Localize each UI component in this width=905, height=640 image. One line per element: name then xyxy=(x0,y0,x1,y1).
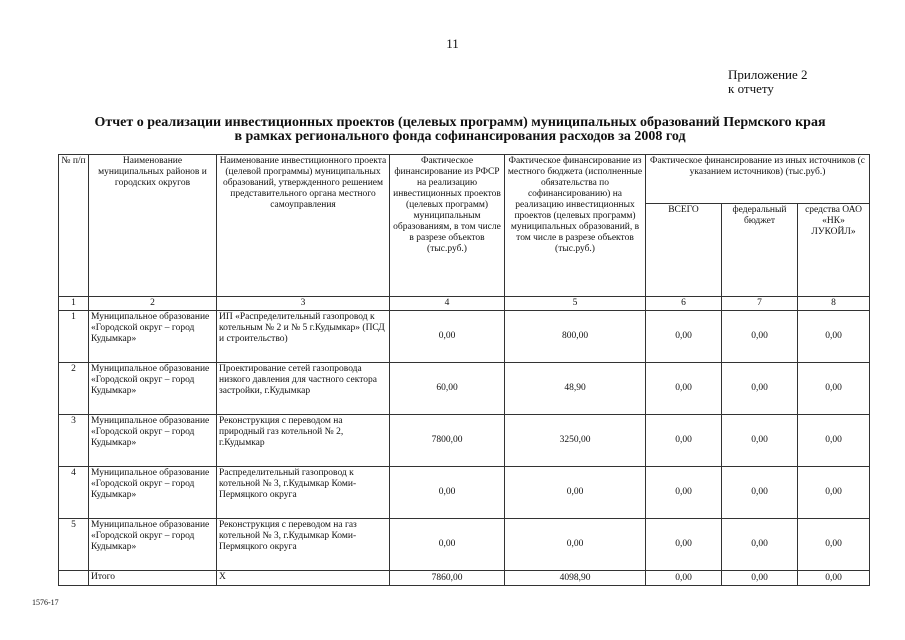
table-row xyxy=(59,519,870,571)
local-cell: 3250,00 xyxy=(505,415,646,467)
column-number: 8 xyxy=(798,297,870,311)
municipality-cell: Муниципальное образование «Городской округ – город Кудымкар» xyxy=(89,311,217,363)
municipality-cell: Муниципальное образование «Городской округ – город Кудымкар» xyxy=(89,519,217,571)
total-rfsr: 7860,00 xyxy=(390,571,505,586)
project-cell: ИП «Распределительный газопровод к котельным № 2 и № 5 г.Кудымкар» (ПСД и строительство) xyxy=(217,311,390,363)
lukoil-cell: 0,00 xyxy=(798,467,870,519)
project-cell: Проектирование сетей газопровода низкого давления для частного сектора застройки, г.Кудымкар xyxy=(217,363,390,415)
municipality-cell: Муниципальное образование «Городской округ – город Кудымкар» xyxy=(89,415,217,467)
project-cell: Реконструкция с переводом на газ котельной № 3, г.Кудымкар Коми-Пермяцкого округа xyxy=(217,519,390,571)
rfsr-cell: 7800,00 xyxy=(390,415,505,467)
project-cell: Реконструкция с переводом на природный газ котельной № 2, г.Кудымкар xyxy=(217,415,390,467)
local-cell: 0,00 xyxy=(505,519,646,571)
local-cell: 800,00 xyxy=(505,311,646,363)
total-project-mark: Х xyxy=(217,571,390,586)
total-cell: 0,00 xyxy=(646,363,722,415)
report-table xyxy=(58,154,870,586)
header-local-funding: Фактическое финансирование из местного бюджета (исполненные обязательства по софинансированию) на реализацию инвестиционных проектов (целевых программ) муниципальных образований, в том числе в разрезе объектов (тыс.руб.) xyxy=(505,155,646,297)
column-number: 6 xyxy=(646,297,722,311)
header-total: ВСЕГО xyxy=(646,204,722,297)
municipality-cell: Муниципальное образование «Городской округ – город Кудымкар» xyxy=(89,363,217,415)
lukoil-cell: 0,00 xyxy=(798,415,870,467)
total-federal: 0,00 xyxy=(722,571,798,586)
rfsr-cell: 0,00 xyxy=(390,311,505,363)
lukoil-cell: 0,00 xyxy=(798,363,870,415)
column-number: 4 xyxy=(390,297,505,311)
local-cell: 0,00 xyxy=(505,467,646,519)
rfsr-cell: 0,00 xyxy=(390,519,505,571)
rfsr-cell: 0,00 xyxy=(390,467,505,519)
municipality-cell: Муниципальное образование «Городской округ – город Кудымкар» xyxy=(89,467,217,519)
federal-cell: 0,00 xyxy=(722,363,798,415)
row-number: 1 xyxy=(59,311,89,363)
total-label: Итого xyxy=(89,571,217,586)
column-number: 3 xyxy=(217,297,390,311)
header-lukoil: средства ОАО «НК» ЛУКОЙЛ» xyxy=(798,204,870,297)
header-row-1 xyxy=(59,155,870,204)
row-number: 5 xyxy=(59,519,89,571)
project-cell: Распределительный газопровод к котельной № 3, г.Кудымкар Коми-Пермяцкого округа xyxy=(217,467,390,519)
column-number-row xyxy=(59,297,870,311)
table-row xyxy=(59,311,870,363)
lukoil-cell: 0,00 xyxy=(798,519,870,571)
row-number: 2 xyxy=(59,363,89,415)
federal-cell: 0,00 xyxy=(722,467,798,519)
total-cell: 0,00 xyxy=(646,519,722,571)
report-title-line-2: в рамках регионального фонда софинансирования расходов за 2008 год xyxy=(234,129,686,144)
column-number: 2 xyxy=(89,297,217,311)
local-cell: 48,90 xyxy=(505,363,646,415)
table-row xyxy=(59,363,870,415)
row-number: 3 xyxy=(59,415,89,467)
lukoil-cell: 0,00 xyxy=(798,311,870,363)
footer-code: 1576-17 xyxy=(32,598,59,607)
total-local: 4098,90 xyxy=(505,571,646,586)
report-title xyxy=(40,116,880,144)
page-number: 11 xyxy=(446,36,459,51)
appendix-note xyxy=(728,68,808,96)
report-title-line-1: Отчет о реализации инвестиционных проектов (целевых программ) муниципальных образований Пермского края xyxy=(94,115,826,130)
rfsr-cell: 60,00 xyxy=(390,363,505,415)
column-number: 5 xyxy=(505,297,646,311)
header-other-sources: Фактическое финансирование из иных источников (с указанием источников) (тыс.руб.) xyxy=(646,155,870,204)
table-row xyxy=(59,415,870,467)
appendix-line-1: Приложение 2 xyxy=(728,67,808,82)
total-cell: 0,00 xyxy=(646,311,722,363)
header-federal: федеральный бюджет xyxy=(722,204,798,297)
header-no: № п/п xyxy=(59,155,89,297)
total-row xyxy=(59,571,870,586)
table-row xyxy=(59,467,870,519)
row-number: 4 xyxy=(59,467,89,519)
total-empty-cell xyxy=(59,571,89,586)
column-number: 1 xyxy=(59,297,89,311)
federal-cell: 0,00 xyxy=(722,311,798,363)
column-number: 7 xyxy=(722,297,798,311)
header-project: Наименование инвестиционного проекта (целевой программы) муниципальных образований, утвержденного решением представительного органа местного самоуправления xyxy=(217,155,390,297)
federal-cell: 0,00 xyxy=(722,519,798,571)
header-rfsr-funding: Фактическое финансирование из РФСР на реализацию инвестиционных проектов (целевых программ) муниципальным образованиям, в том числе в разрезе объектов (тыс.руб.) xyxy=(390,155,505,297)
appendix-line-2: к отчету xyxy=(728,81,774,96)
header-municipality: Наименование муниципальных районов и городских округов xyxy=(89,155,217,297)
total-other-total: 0,00 xyxy=(646,571,722,586)
total-lukoil: 0,00 xyxy=(798,571,870,586)
total-cell: 0,00 xyxy=(646,415,722,467)
federal-cell: 0,00 xyxy=(722,415,798,467)
total-cell: 0,00 xyxy=(646,467,722,519)
